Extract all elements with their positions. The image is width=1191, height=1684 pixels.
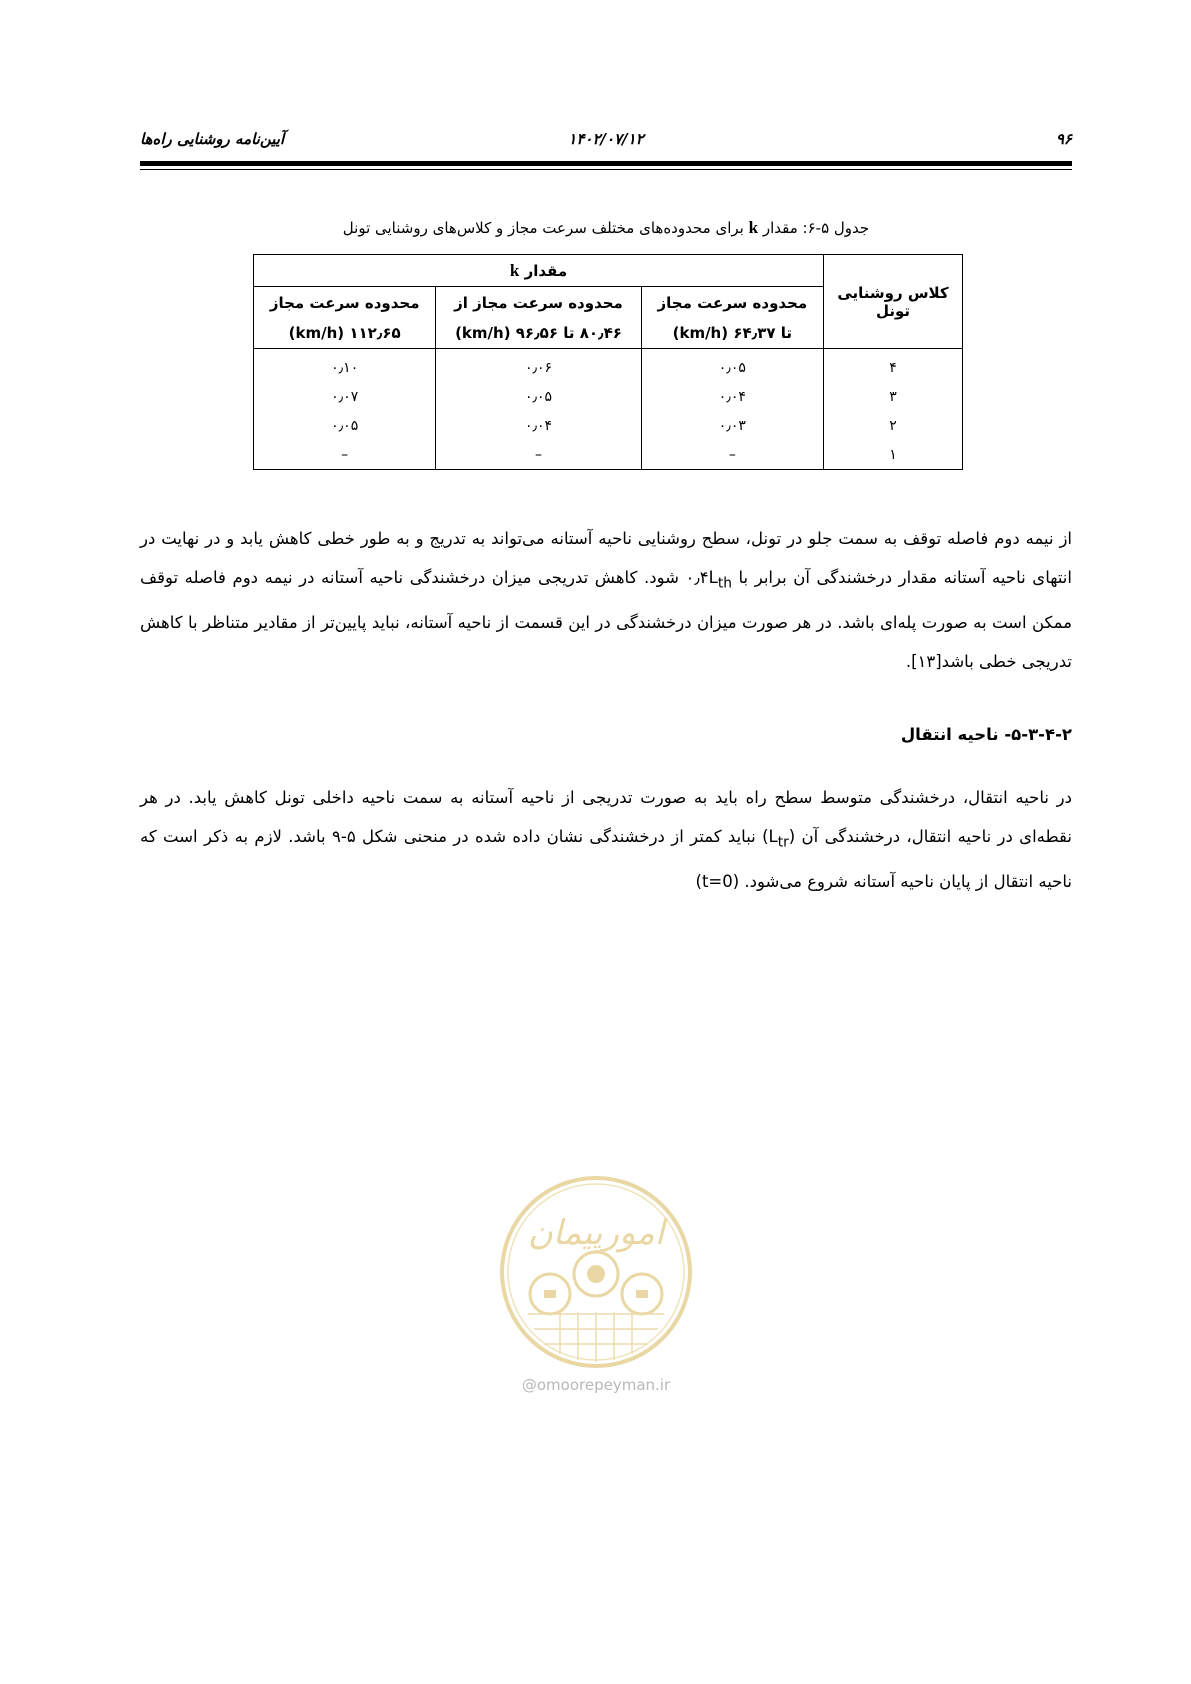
paragraph-threshold-zone: از نیمه دوم فاصله توقف به سمت جلو در تونل، سطح روشنایی ناحیه آستانه می‌تواند به تدریج و به طور خطی کاهش یابد و در نهایت در انتهای ناحیه آستانه مقدار درخشندگی آن برابر با $۰٫۴L_{th}$ شود. کاهش تدریجی میزان درخشندگی ناحیه آستانه در نیمه دوم فاصله توقف ممکن است به صورت پله‌ای باشد. در هر صورت میزان درخشندگی در این قسمت از ناحیه آستانه، نباید پایین‌تر از مقادیر متناظر با کاهش تدریجی خطی باشد[۱۳]. <box>140 529 1072 672</box>
table-row <box>254 440 963 470</box>
cell-value: ۰٫۰۴ <box>436 411 641 440</box>
caption-k: k <box>748 218 759 237</box>
col-header-speed-2: محدوده سرعت مجاز از ۸۰٫۴۶ تا ۹۶٫۵۶ (km/h) <box>436 287 641 349</box>
cell-value: ۰٫۰۶ <box>436 349 641 383</box>
header-title: آیین‌نامه روشنایی راه‌ها <box>140 130 285 148</box>
caption-suffix: برای محدوده‌های مختلف سرعت مجاز و کلاس‌های روشنایی تونل <box>342 219 744 237</box>
table-row <box>254 382 963 411</box>
cell-value: ۰٫۰۳ <box>641 411 823 440</box>
cell-value: ۰٫۰۵ <box>436 382 641 411</box>
k-value-table <box>253 254 963 470</box>
seal-text: امورپیمان <box>527 1213 665 1253</box>
cell-class: ۱ <box>824 440 963 470</box>
cell-value: ۰٫۰۷ <box>254 382 436 411</box>
header-rule-thin <box>140 169 1072 170</box>
col-header-speed-3: محدوده سرعت مجاز ۱۱۲٫۶۵ (km/h) <box>254 287 436 349</box>
cell-value: – <box>436 440 641 470</box>
table-row <box>254 349 963 383</box>
paragraph-transition-zone: در ناحیه انتقال، درخشندگی متوسط سطح راه باید به صورت تدریجی از ناحیه آستانه به سمت ناحیه داخلی تونل کاهش یابد. در هر نقطه‌ای در ناحیه انتقال، درخشندگی آن $(L_{tr})$ نباید کمتر از درخشندگی نشان داده شده در منحنی شکل ۵-۹ باشد. لازم به ذکر است که ناحیه انتقال از پایان ناحیه آستانه شروع می‌شود. (t=0) <box>140 788 1072 892</box>
table-row <box>254 411 963 440</box>
cell-class: ۴ <box>824 349 963 383</box>
col-header-class: کلاس روشنایی تونل <box>824 255 963 349</box>
cell-class: ۲ <box>824 411 963 440</box>
page-number: ۹۶ <box>1055 130 1072 148</box>
cell-class: ۳ <box>824 382 963 411</box>
cell-value: – <box>254 440 436 470</box>
watermark-seal <box>498 1174 694 1370</box>
col-header-k-group: مقدار k <box>254 255 824 287</box>
cell-value: ۰٫۱۰ <box>254 349 436 383</box>
caption-prefix: جدول ۵-۶: مقدار <box>762 219 870 237</box>
cell-value: – <box>641 440 823 470</box>
watermark-url: @omoorepeyman.ir <box>521 1376 671 1394</box>
table-caption <box>140 218 1072 238</box>
section-heading: ۵-۳-۴-۲- ناحیه انتقال <box>900 725 1072 744</box>
page-header <box>140 130 1072 150</box>
cell-value: ۰٫۰۵ <box>254 411 436 440</box>
header-date: ۱۴۰۲/۰۷/۱۲ <box>568 130 644 148</box>
cell-value: ۰٫۰۵ <box>641 349 823 383</box>
header-rule-thick <box>140 161 1072 166</box>
col-header-speed-1: محدوده سرعت مجاز تا ۶۴٫۳۷ (km/h) <box>641 287 823 349</box>
cell-value: ۰٫۰۴ <box>641 382 823 411</box>
